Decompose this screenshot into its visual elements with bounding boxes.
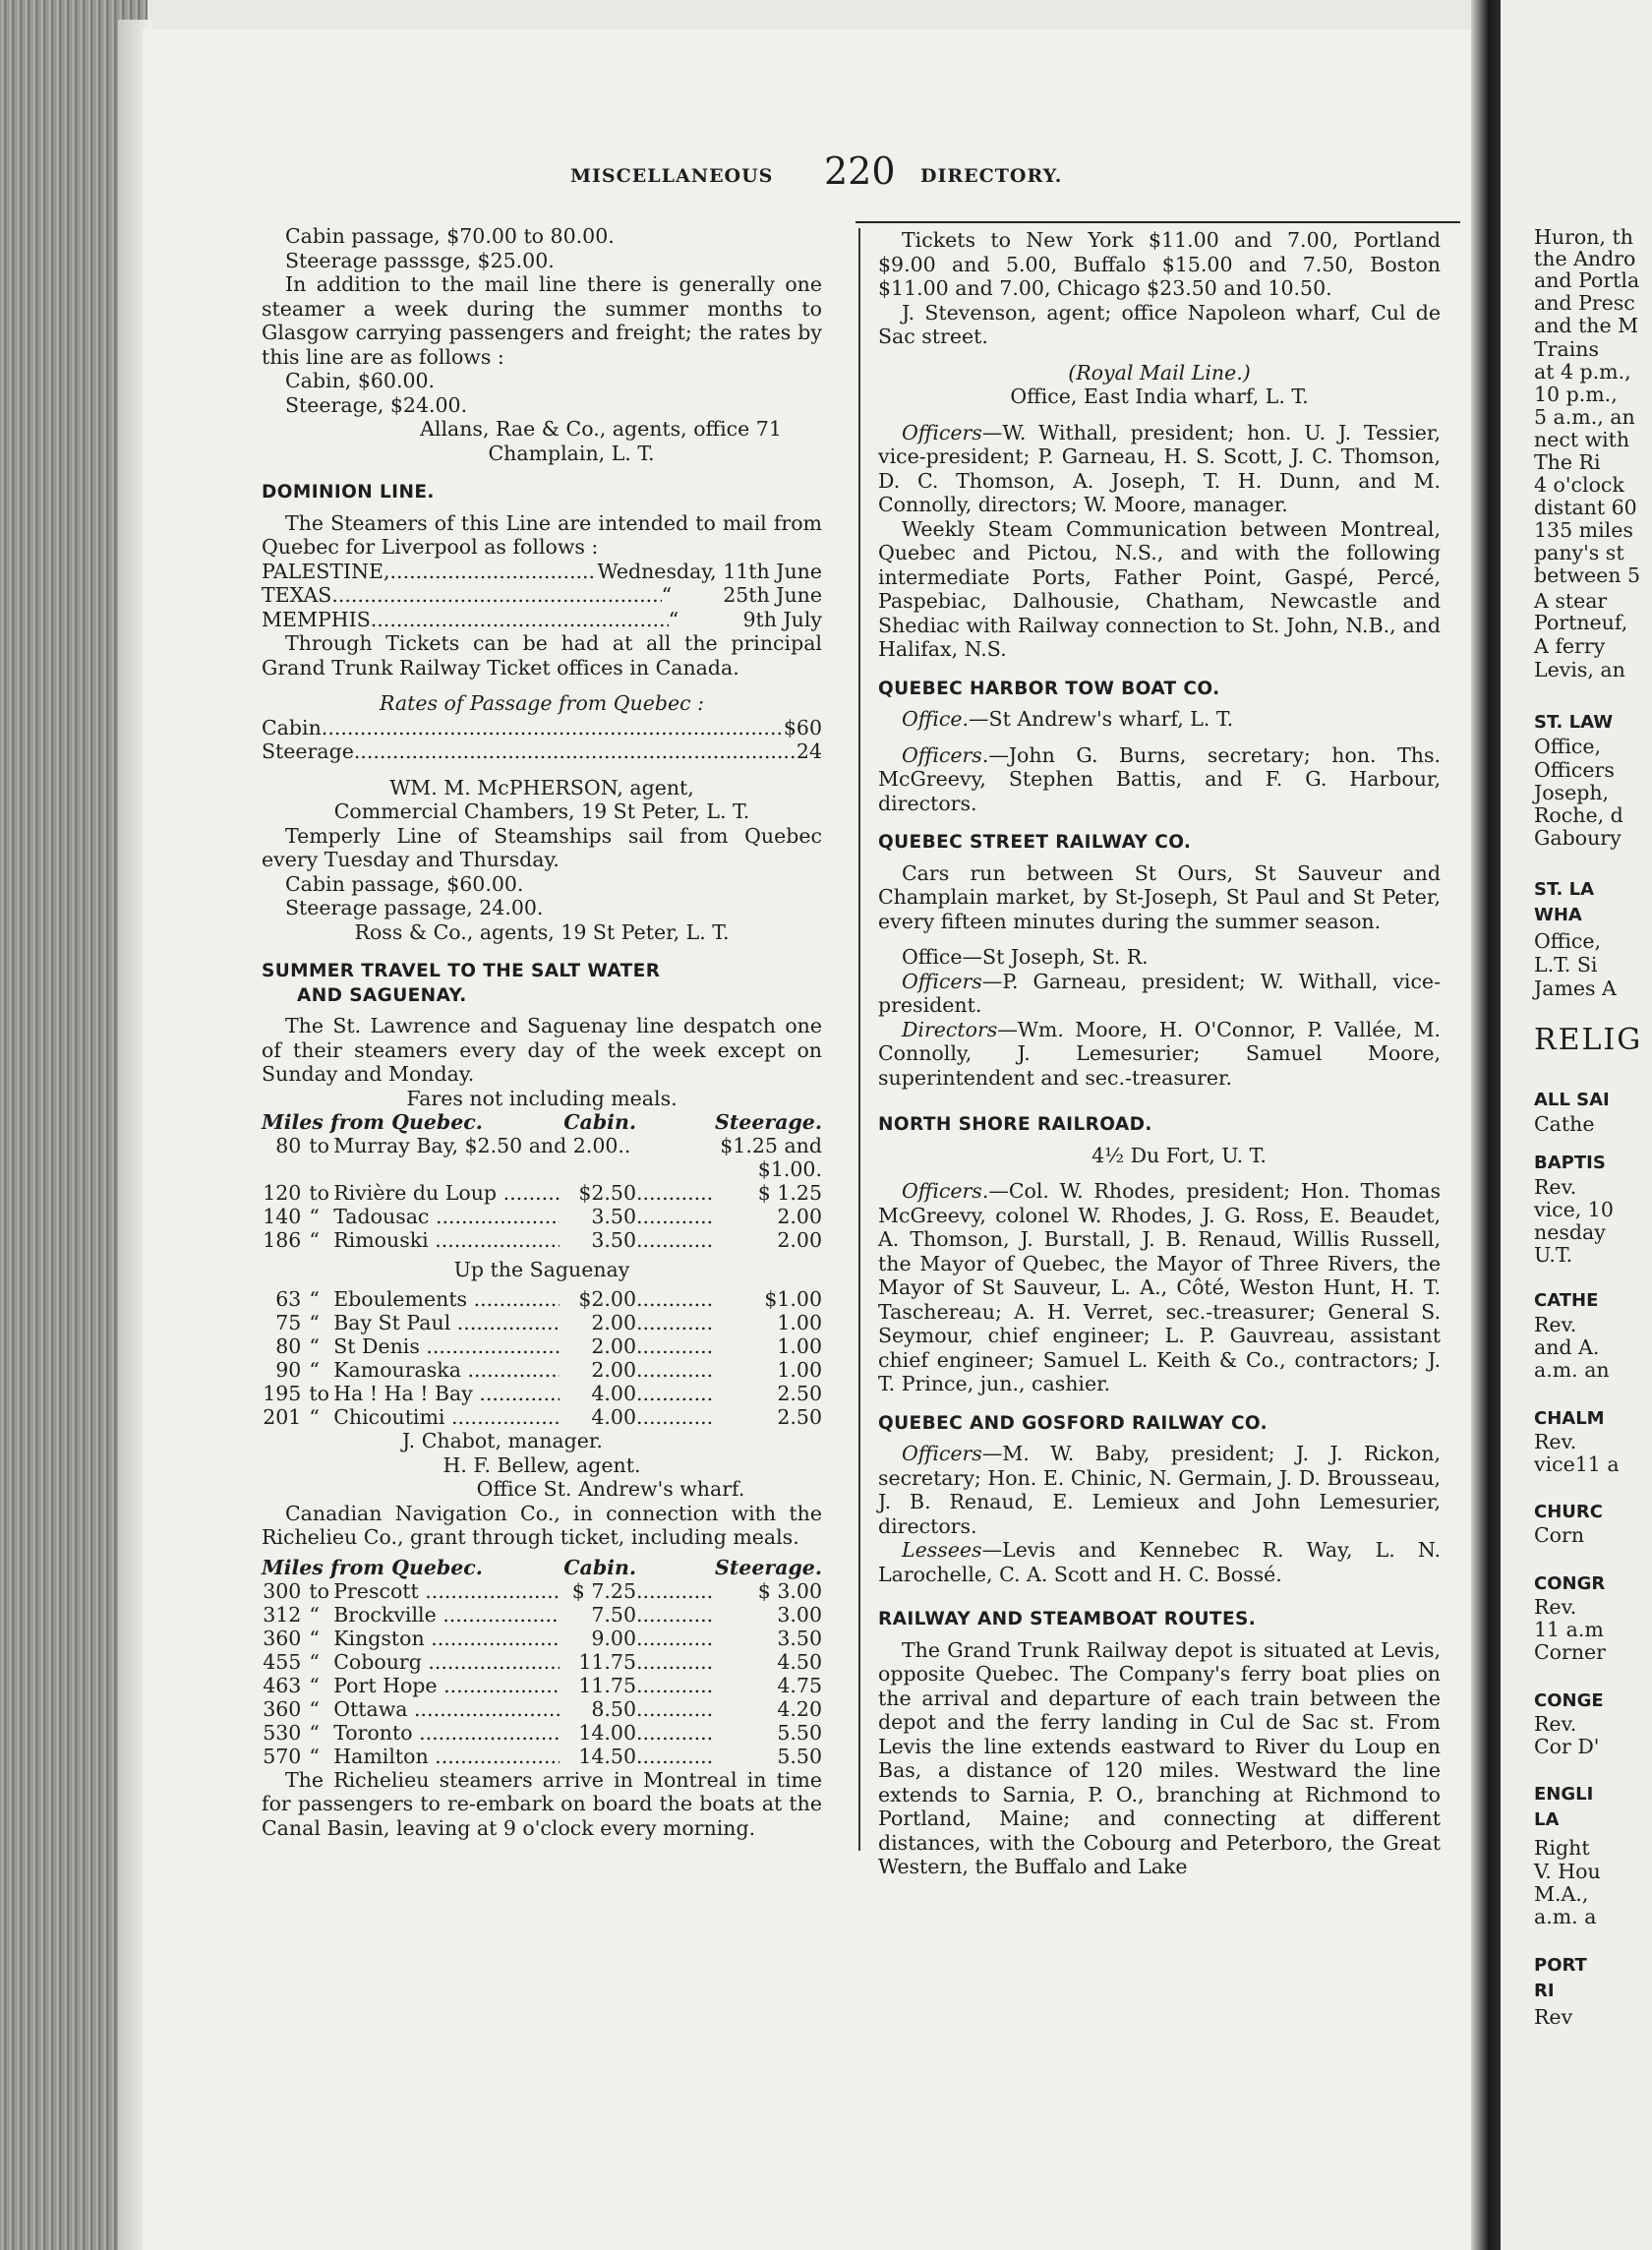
next-page-line: Cor D' xyxy=(1534,1735,1600,1758)
next-page-line: Office, xyxy=(1534,735,1602,758)
next-page-line: V. Hou xyxy=(1534,1860,1601,1883)
officers-paragraph: Officers.—Col. W. Rhodes, president; Hon. Thomas McGreevy, colonel W. Rhodes, J. G. Ross, E. Beaudet, A. Thomson, J. Burstall, J. B. Renaud, Willis Russell, the Mayor of Quebec, the Mayor of Three Rivers, the Mayor of St Sauveur, L. A., Côté, Weston Hunt, H. T. Taschereau; A. H. Verret, sec.-treasurer; General S. Seymour, chief engineer; L. P. Gauvreau, assistant chief engineer; Samuel L. Keith & Co., contractors; J. T. Prince, jun., cashier. xyxy=(878,1179,1441,1395)
next-page-line: nect with xyxy=(1534,428,1630,451)
table-row: $1.00. xyxy=(757,1157,822,1181)
next-page-line: 135 miles xyxy=(1534,518,1633,542)
next-page-line: CATHE xyxy=(1534,1290,1599,1311)
directors-paragraph: Directors—Wm. Moore, H. O'Connor, P. Vallée, M. Connolly, J. Lemesurier; Samuel Moore, superintendent and sec.-treasurer. xyxy=(878,1017,1441,1090)
next-page-line: Levis, an xyxy=(1534,658,1625,681)
next-page-line: BAPTIS xyxy=(1534,1153,1606,1173)
next-page-line: ALL SAI xyxy=(1534,1090,1610,1110)
table-row: 455 “ Cobourg ..... 11.75 ..... 4.50 xyxy=(262,1650,822,1674)
next-page-line: Trains xyxy=(1534,337,1599,361)
right-column xyxy=(878,228,1441,1879)
next-page-line: CHALM xyxy=(1534,1408,1605,1429)
table-header: Miles from Quebec. Cabin. Steerage. xyxy=(262,1110,822,1134)
next-page-line: Huron, th xyxy=(1534,225,1633,249)
table-row: 80 “ St Denis ..... 2.00 ..... 1.00 xyxy=(262,1334,822,1358)
paragraph: The Steamers of this Line are intended to mail from Quebec for Liverpool as follows : xyxy=(262,510,822,559)
next-page-line: a.m. a xyxy=(1534,1905,1597,1928)
lessees-paragraph: Lessees—Levis and Kennebec R. Way, L. N. Larochelle, C. A. Scott and H. C. Bossé. xyxy=(878,1538,1441,1586)
agent-line: Ross & Co., agents, 19 St Peter, L. T. xyxy=(354,919,730,944)
rates-heading: Rates of Passage from Quebec : xyxy=(379,691,705,715)
paragraph: Temperly Line of Steamships sail from Quebec every Tuesday and Thursday. xyxy=(262,823,822,871)
next-page-line: 11 a.m xyxy=(1534,1618,1604,1641)
section-heading: RAILWAY AND STEAMBOAT ROUTES. xyxy=(878,1609,1257,1629)
next-page-line: 4 o'clock xyxy=(1534,473,1624,497)
agent-line: Allans, Rae & Co., agents, office 71 xyxy=(420,417,782,441)
next-page-line: RELIG xyxy=(1534,1023,1643,1057)
table-row: 360 “ Ottawa ..... 8.50 ..... 4.20 xyxy=(262,1697,822,1721)
next-page-line: Rev. xyxy=(1534,1175,1577,1199)
next-page-line: Rev xyxy=(1534,2005,1573,2029)
next-page-line: A ferry xyxy=(1534,634,1606,658)
next-page-line: CONGR xyxy=(1534,1573,1606,1594)
next-page-line: Corner xyxy=(1534,1640,1606,1664)
table-row: 140 “ Tadousac ..... 3.50 ..... 2.00 xyxy=(262,1205,822,1228)
next-page-line: Right xyxy=(1534,1836,1590,1860)
text-line: Steerage, $24.00. xyxy=(285,392,468,417)
header-right: DIRECTORY. xyxy=(920,165,1063,187)
sailing-row: TEXAS ..... “ 25th June xyxy=(262,583,822,608)
officers-paragraph: Officers.—John G. Burns, secretary; hon. Ths. McGreevy, Stephen Battis, and F. G. Harbour, directors. xyxy=(878,742,1441,815)
next-page-line: and the M xyxy=(1534,314,1639,337)
royal-mail-line: (Royal Mail Line.) xyxy=(1068,360,1251,385)
sailing-row: MEMPHIS ..... “ 9th July xyxy=(262,608,822,632)
section-heading: SUMMER TRAVEL TO THE SALT WATER xyxy=(262,961,661,981)
next-page-line: Roche, d xyxy=(1534,803,1623,827)
next-page-line: M.A., xyxy=(1534,1882,1589,1906)
next-page-line: LA xyxy=(1534,1809,1560,1830)
next-page-line: The Ri xyxy=(1534,450,1601,474)
table-row: 80 to Murray Bay, $2.50 and 2.00.. $1.25 and xyxy=(275,1134,822,1157)
next-page-line: vice, 10 xyxy=(1534,1198,1614,1221)
page-number: 220 xyxy=(824,149,896,193)
table-header: Miles from Quebec. Cabin. Steerage. xyxy=(262,1555,822,1579)
next-page-line: nesday xyxy=(1534,1220,1606,1244)
table-row: 90 “ Kamouraska ..... 2.00 ..... 1.00 xyxy=(262,1358,822,1382)
officers-paragraph: Officers—P. Garneau, president; W. Withall, vice-president. xyxy=(878,969,1441,1017)
header-left: MISCELLANEOUS xyxy=(570,165,774,187)
next-page-line: CONGE xyxy=(1534,1690,1604,1711)
next-page xyxy=(1501,0,1652,2250)
next-page-line: pany's st xyxy=(1534,541,1624,564)
next-page-line: ST. LAW xyxy=(1534,712,1614,733)
next-page-line: 10 p.m., xyxy=(1534,383,1618,406)
section-heading: QUEBEC HARBOR TOW BOAT CO. xyxy=(878,678,1220,699)
rate-row: Cabin ..... $60 xyxy=(262,716,822,740)
next-page-line: ST. LA xyxy=(1534,879,1595,900)
next-page-line: Rev. xyxy=(1534,1595,1577,1619)
agent-line: H. F. Bellew, agent. xyxy=(442,1452,641,1477)
table-row: 570 “ Hamilton ..... 14.50 ..... 5.50 xyxy=(262,1745,822,1768)
next-page-line: 5 a.m., an xyxy=(1534,405,1635,429)
section-heading: QUEBEC STREET RAILWAY CO. xyxy=(878,832,1192,853)
sailing-row: PALESTINE, ..... Wednesday, 11th June xyxy=(262,560,822,584)
paragraph: The Grand Trunk Railway depot is situated at Levis, opposite Quebec. The Company's ferry boat plies on the arrival and departure of each train between the depot and the ferry landing in Cul de Sac st. From Levis the line extends eastward to River du Loup en Bas, a distance of 120 miles. Westward the line extends to Sarnia, P. O., branching at Richmond to Portland, Maine; and connecting at different distances, with the Cobourg and Peterboro, the Great Western, the Buffalo and Lake xyxy=(878,1637,1441,1878)
table-row: 75 “ Bay St Paul ..... 2.00 ..... 1.00 xyxy=(262,1311,822,1334)
next-page-line: and Presc xyxy=(1534,291,1635,315)
next-page-line: Officers xyxy=(1534,758,1615,782)
text-line: Cabin, $60.00. xyxy=(285,369,436,392)
table-row: 300 to Prescott ..... $ 7.25 ..... $ 3.00 xyxy=(262,1579,822,1603)
next-page-line: WHA xyxy=(1534,905,1582,925)
table-row: 360 “ Kingston ..... 9.00 ..... 3.50 xyxy=(262,1627,822,1650)
next-page-line: James A xyxy=(1534,977,1617,1000)
next-page-line: Cathe xyxy=(1534,1112,1595,1136)
paragraph: In addition to the mail line there is generally one steamer a week during the summer months to Glasgow carrying passengers and freight; the rates by this line are as follows : xyxy=(262,272,822,369)
text-line: Steerage passage, 24.00. xyxy=(285,896,544,919)
agent-line: Champlain, L. T. xyxy=(488,441,655,465)
paragraph: The St. Lawrence and Saguenay line despatch one of their steamers every day of the week except on Sunday and Monday. xyxy=(262,1014,822,1086)
office-paragraph: Office.—St Andrew's wharf, L. T. xyxy=(902,707,1234,731)
paragraph: The Richelieu steamers arrive in Montreal in time for passengers to re-embark on board the boats at the Canal Basin, leaving at 9 o'clock every morning. xyxy=(262,1767,822,1840)
paragraph: Weekly Steam Communication between Montreal, Quebec and Pictou, N.S., and with the following intermediate Ports, Father Point, Gaspé, Percé, Paspebiac, Dalhousie, Chatham, Newcastle and Shediac with Railway connection to St. John, N.B., and Halifax, N.S. xyxy=(878,516,1441,661)
next-page-line: CHURC xyxy=(1534,1502,1603,1522)
next-page-line: PORT xyxy=(1534,1955,1587,1976)
next-page-line: and Portla xyxy=(1534,268,1640,292)
fares-note: Fares not including meals. xyxy=(406,1086,678,1110)
next-page-line: Corn xyxy=(1534,1523,1585,1547)
next-page-line: L.T. Si xyxy=(1534,953,1598,977)
next-page-line: Rev. xyxy=(1534,1712,1577,1736)
next-page-line: U.T. xyxy=(1534,1243,1573,1267)
next-page-line: and A. xyxy=(1534,1335,1600,1359)
table-row: 195 to Ha ! Ha ! Bay ..... 4.00 ..... 2.50 xyxy=(262,1382,822,1405)
next-page-line: Rev. xyxy=(1534,1430,1577,1453)
text-line: Cabin passage, $60.00. xyxy=(285,871,524,896)
paragraph: Canadian Navigation Co., in connection with the Richelieu Co., grant through ticket, including meals. xyxy=(262,1501,822,1549)
section-heading: AND SAGUENAY. xyxy=(297,984,467,1006)
table-row: 312 “ Brockville ..... 7.50 ..... 3.00 xyxy=(262,1603,822,1627)
table-row: 530 “ Toronto ..... 14.00 ..... 5.50 xyxy=(262,1721,822,1745)
next-page-line: the Andro xyxy=(1534,247,1636,270)
column-divider xyxy=(858,228,860,1851)
next-page-line: Rev. xyxy=(1534,1313,1577,1336)
section-heading: DOMINION LINE. xyxy=(262,482,435,503)
next-page-line: Joseph, xyxy=(1534,781,1610,804)
text-line: Steerage passsge, $25.00. xyxy=(285,248,555,272)
left-column xyxy=(262,224,822,1840)
agent-line: WM. M. McPHERSON, agent, xyxy=(389,775,694,799)
officers-paragraph: Officers—W. Withall, president; hon. U. J. Tessier, vice-president; P. Garneau, H. S. Scott, J. C. Thomson, D. C. Thomson, A. Joseph, T. H. Dunn, and M. Connolly, directors; W. Moore, manager. xyxy=(878,420,1441,516)
office-line: Office—St Joseph, St. R. xyxy=(902,945,1149,969)
page-header xyxy=(570,144,1160,203)
next-page-line: A stear xyxy=(1534,589,1608,613)
table-row: 63 “ Eboulements ..... $2.00 ..... $1.00 xyxy=(262,1287,822,1311)
officers-paragraph: Officers—M. W. Baby, president; J. J. Rickon, secretary; Hon. E. Chinic, N. Germain, J. D. Brousseau, J. B. Renaud, E. Lemieux and John Lemesurier, directors. xyxy=(878,1442,1441,1538)
header-rule xyxy=(856,221,1460,223)
table-row: 463 “ Port Hope ..... 11.75 ..... 4.75 xyxy=(262,1674,822,1697)
section-heading: QUEBEC AND GOSFORD RAILWAY CO. xyxy=(878,1412,1268,1434)
next-page-line: Gaboury xyxy=(1534,826,1622,850)
next-page-line: Portneuf, xyxy=(1534,611,1628,634)
next-page-line: Office, xyxy=(1534,929,1602,953)
office-line: Office, East India wharf, L. T. xyxy=(1010,385,1309,408)
table-row: 201 “ Chicoutimi ..... 4.00 ..... 2.50 xyxy=(262,1405,822,1429)
office-line: Office St. Andrew's wharf. xyxy=(476,1477,745,1501)
fare-table xyxy=(262,1556,822,1768)
next-page-line: distant 60 xyxy=(1534,496,1637,519)
next-page-line: a.m. an xyxy=(1534,1358,1610,1382)
fare-table xyxy=(262,1110,822,1429)
paragraph: Cars run between St Ours, St Sauveur and Champlain market, by St-Joseph, St Paul and St Peter, every fifteen minutes during the summer season. xyxy=(878,860,1441,933)
paragraph: J. Stevenson, agent; office Napoleon wharf, Cul de Sac street. xyxy=(878,300,1441,348)
next-page-line: between 5 xyxy=(1534,563,1641,587)
table-row: 186 “ Rimouski ..... 3.50 ..... 2.00 xyxy=(262,1228,822,1252)
next-page-line: RI xyxy=(1534,1981,1555,2001)
manager-line: J. Chabot, manager. xyxy=(402,1429,603,1452)
section-heading: NORTH SHORE RAILROAD. xyxy=(878,1114,1152,1135)
paragraph: Through Tickets can be had at all the principal Grand Trunk Railway Ticket offices in Canada. xyxy=(262,631,822,680)
paragraph: Tickets to New York $11.00 and 7.00, Portland $9.00 and 5.00, Buffalo $15.00 and 7.50, Boston $11.00 and 7.00, Chicago $23.50 and 10.50. xyxy=(878,228,1441,300)
next-page-line: ENGLI xyxy=(1534,1784,1594,1805)
table-row: 120 to Rivière du Loup ..... $2.50 ..... $ 1.25 xyxy=(262,1181,822,1205)
agent-line: Commercial Chambers, 19 St Peter, L. T. xyxy=(333,799,750,823)
next-page-line: vice11 a xyxy=(1534,1452,1620,1476)
address-line: 4½ Du Fort, U. T. xyxy=(1092,1143,1267,1167)
book-gutter xyxy=(1471,0,1501,2250)
next-page-line: at 4 p.m., xyxy=(1534,360,1631,384)
table-subheading: Up the Saguenay xyxy=(453,1258,630,1281)
rate-row: Steerage ..... 24 xyxy=(262,740,822,764)
text-line: Cabin passage, $70.00 to 80.00. xyxy=(285,224,615,248)
